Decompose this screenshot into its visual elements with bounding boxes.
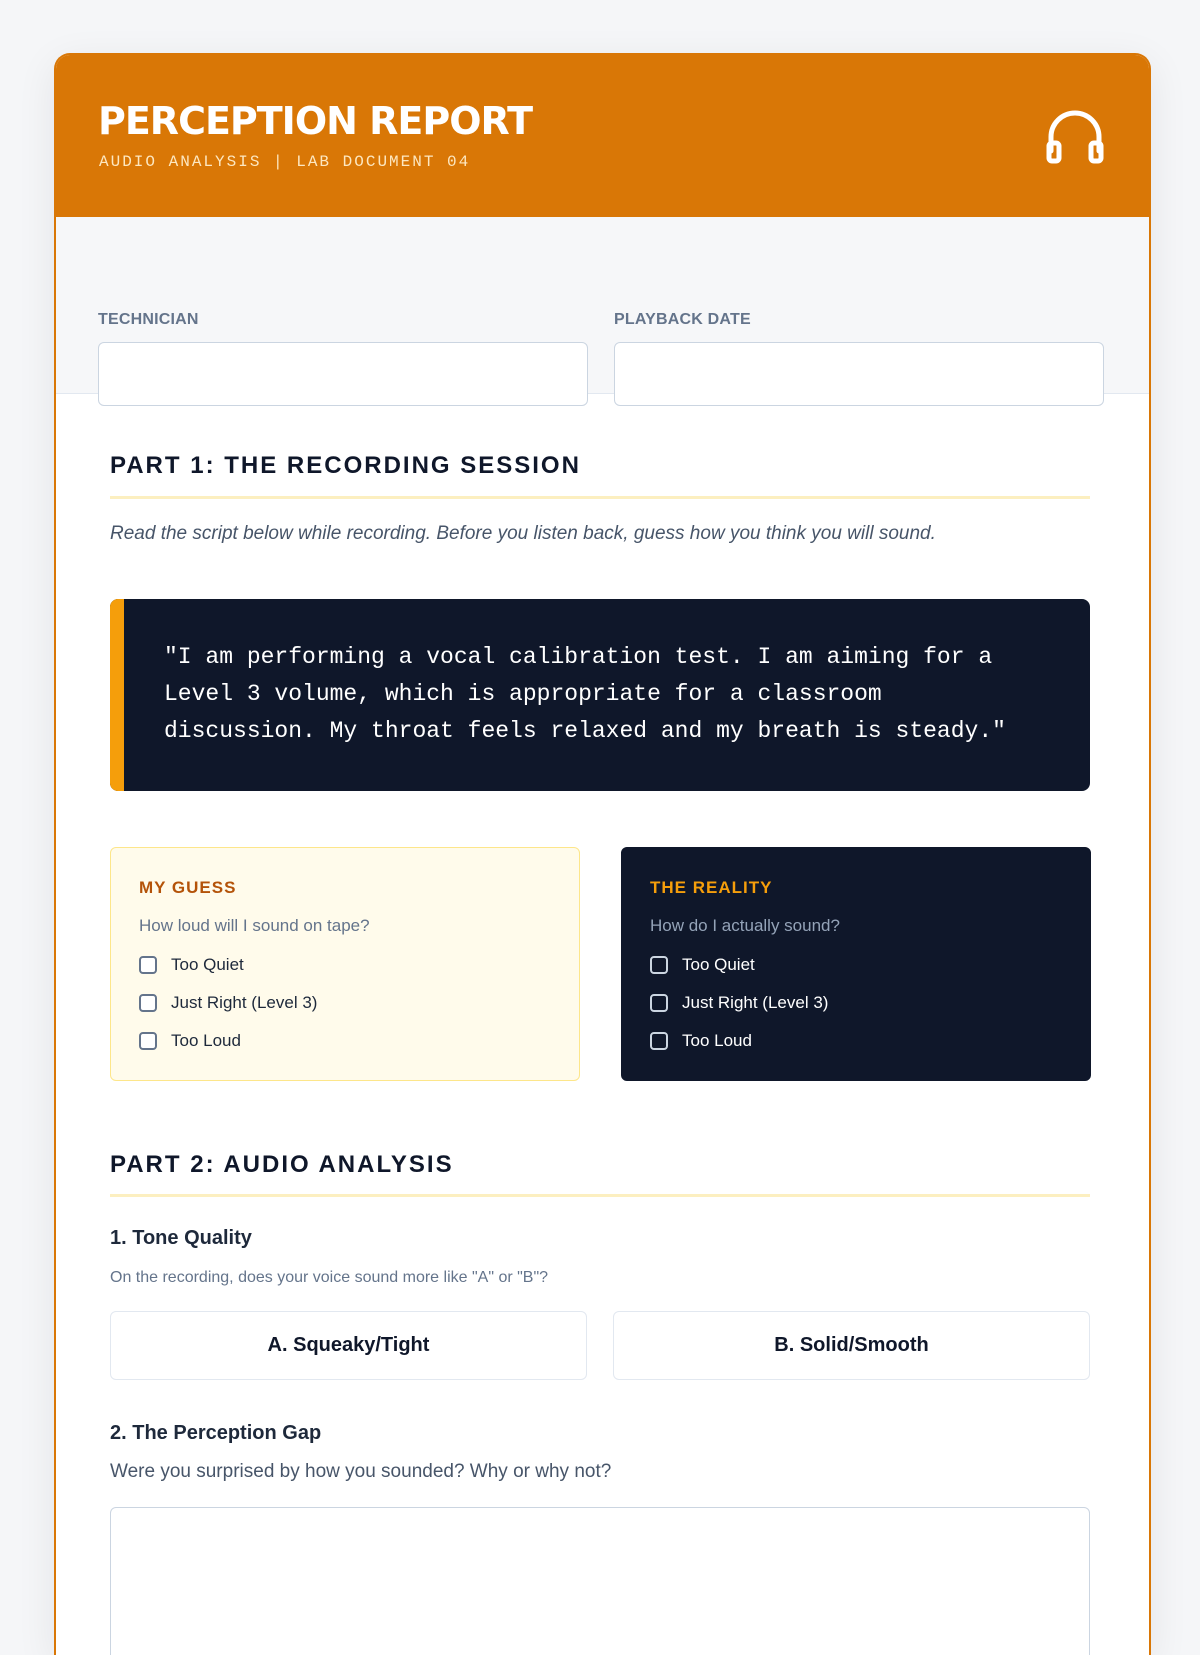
my-guess-question: How loud will I sound on tape? (139, 916, 370, 935)
playback-date-input[interactable] (614, 342, 1104, 406)
option-label: Just Right (Level 3) (171, 993, 318, 1012)
option-b-button[interactable]: B. Solid/Smooth (613, 1311, 1090, 1380)
page-title: PERCEPTION REPORT (98, 99, 533, 143)
perception-gap-title: 2. The Perception Gap (110, 1422, 322, 1444)
checkbox[interactable] (139, 956, 157, 974)
option-a-button[interactable]: A. Squeaky/Tight (110, 1311, 587, 1380)
option-label: Just Right (Level 3) (682, 993, 829, 1012)
the-reality-title: THE REALITY (650, 878, 773, 897)
perception-gap-answer[interactable] (110, 1507, 1090, 1655)
report-header (56, 55, 1149, 217)
tone-quality-title: 1. Tone Quality (110, 1227, 252, 1249)
guess-option-too-loud[interactable] (139, 1030, 241, 1052)
script-text: "I am performing a vocal calibration test. I am aiming for a Level 3 volume, which is appropriate for a classroom discussion. My throat feels relaxed and my breath is steady." (164, 644, 1006, 744)
part1-title: PART 1: THE RECORDING SESSION (110, 452, 581, 479)
checkbox[interactable] (139, 1032, 157, 1050)
page-subtitle: AUDIO ANALYSIS | LAB DOCUMENT 04 (99, 153, 471, 171)
part2-divider (110, 1194, 1090, 1197)
option-label: Too Quiet (171, 955, 244, 974)
headphones-icon (1043, 105, 1107, 169)
checkbox[interactable] (650, 1032, 668, 1050)
reality-option-too-loud[interactable] (650, 1030, 752, 1052)
technician-input[interactable] (98, 342, 588, 406)
script-accent-bar (110, 599, 124, 791)
my-guess-title: MY GUESS (139, 878, 237, 897)
report-card (54, 53, 1151, 1655)
guess-option-too-quiet[interactable] (139, 954, 244, 976)
guess-option-just-right[interactable] (139, 992, 317, 1014)
perception-gap-prompt: Were you surprised by how you sounded? Why or why not? (110, 1461, 612, 1482)
option-label: Too Loud (682, 1031, 752, 1050)
reality-option-just-right[interactable] (650, 992, 828, 1014)
part1-divider (110, 496, 1090, 499)
checkbox[interactable] (139, 994, 157, 1012)
checkbox[interactable] (650, 956, 668, 974)
reality-option-too-quiet[interactable] (650, 954, 755, 976)
part1-instructions: Read the script below while recording. Before you listen back, guess how you think you will sound. (110, 523, 936, 544)
part2-title: PART 2: AUDIO ANALYSIS (110, 1151, 454, 1178)
option-label: Too Quiet (682, 955, 755, 974)
technician-label: TECHNICIAN (98, 311, 199, 328)
meta-section (56, 217, 1149, 394)
option-label: Too Loud (171, 1031, 241, 1050)
my-guess-box (110, 847, 580, 1081)
tone-quality-description: On the recording, does your voice sound more like "A" or "B"? (110, 1269, 549, 1286)
the-reality-question: How do I actually sound? (650, 916, 840, 935)
playback-date-label: PLAYBACK DATE (614, 311, 751, 328)
the-reality-box (621, 847, 1091, 1081)
checkbox[interactable] (650, 994, 668, 1012)
script-block (110, 599, 1090, 791)
